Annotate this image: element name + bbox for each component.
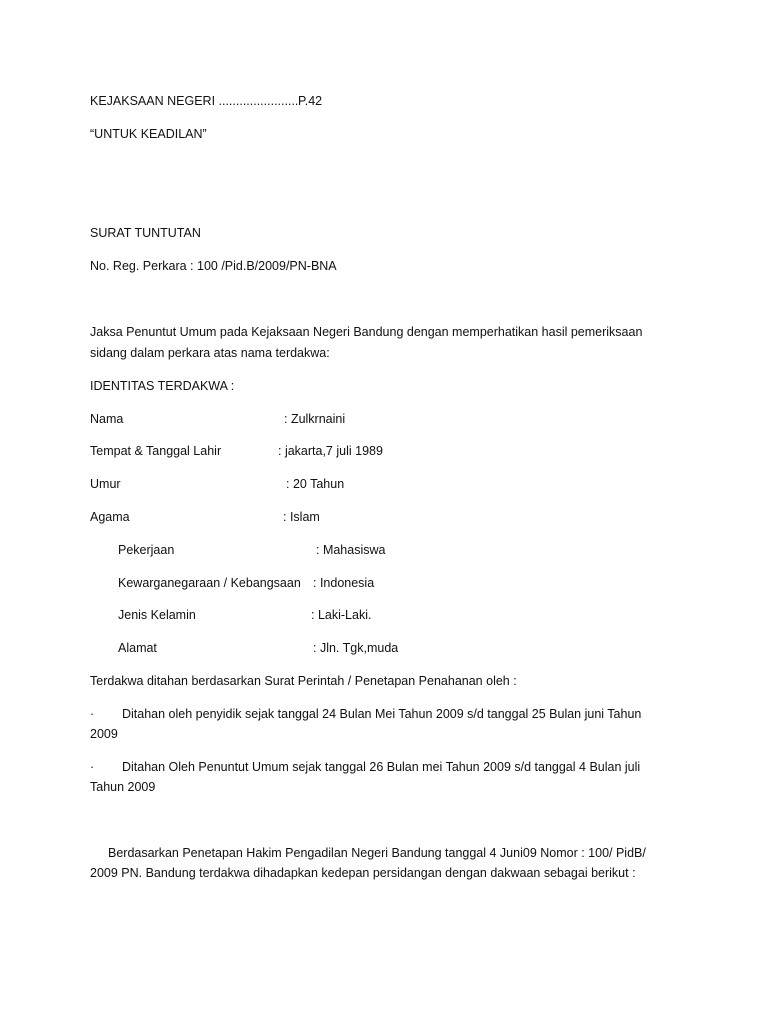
- registration-number: No. Reg. Perkara : 100 /Pid.B/2009/PN-BNA: [90, 259, 337, 273]
- identity-label-nationality: Kewarganegaraan / Kebangsaan: [118, 576, 301, 590]
- motto: “UNTUK KEADILAN”: [90, 127, 207, 141]
- office-name: KEJAKSAAN NEGERI .......................: [90, 94, 299, 108]
- detention-bullet-1: ·: [90, 707, 95, 721]
- form-code: P.42: [298, 94, 323, 108]
- identity-label-birth: Tempat & Tanggal Lahir: [90, 444, 222, 458]
- identity-value-name: : Zulkrnaini: [284, 412, 346, 426]
- document-title: SURAT TUNTUTAN: [90, 226, 201, 240]
- identity-label-age: Umur: [90, 477, 121, 491]
- identity-value-gender: : Laki-Laki.: [311, 608, 372, 622]
- detention-bullet-2: ·: [90, 760, 95, 774]
- intro-line-2: sidang dalam perkara atas nama terdakwa:: [90, 346, 330, 360]
- closing-line-1: Berdasarkan Penetapan Hakim Pengadilan Negeri Bandung tanggal 4 Juni09 Nomor : 100/ PidB/: [108, 846, 646, 860]
- identity-label-occupation: Pekerjaan: [118, 543, 175, 557]
- identity-label-gender: Jenis Kelamin: [118, 608, 196, 622]
- identity-value-age: : 20 Tahun: [286, 477, 345, 491]
- detention-heading: Terdakwa ditahan berdasarkan Surat Perintah / Penetapan Penahanan oleh :: [90, 674, 517, 688]
- identity-label-religion: Agama: [90, 510, 130, 524]
- detention-item-1-line-1: Ditahan oleh penyidik sejak tanggal 24 Bulan Mei Tahun 2009 s/d tanggal 25 Bulan juni Tahun: [122, 707, 642, 721]
- identity-value-nationality: : Indonesia: [313, 576, 375, 590]
- identity-value-religion: : Islam: [283, 510, 320, 524]
- closing-line-2: 2009 PN. Bandung terdakwa dihadapkan kedepan persidangan dengan dakwaan sebagai berikut :: [90, 866, 636, 880]
- intro-line-1: Jaksa Penuntut Umum pada Kejaksaan Negeri Bandung dengan memperhatikan hasil pemeriksaan: [90, 325, 643, 339]
- identity-label-name: Nama: [90, 412, 124, 426]
- detention-item-2-line-2: Tahun 2009: [90, 780, 156, 794]
- identity-value-birth: : jakarta,7 juli 1989: [278, 444, 383, 458]
- detention-item-2-line-1: Ditahan Oleh Penuntut Umum sejak tanggal 26 Bulan mei Tahun 2009 s/d tanggal 4 Bulan juli: [122, 760, 641, 774]
- identity-label-address: Alamat: [118, 641, 157, 655]
- identity-value-address: : Jln. Tgk,muda: [313, 641, 399, 655]
- detention-item-1-line-2: 2009: [90, 727, 118, 741]
- identity-value-occupation: : Mahasiswa: [316, 543, 386, 557]
- identity-heading: IDENTITAS TERDAKWA :: [90, 379, 235, 393]
